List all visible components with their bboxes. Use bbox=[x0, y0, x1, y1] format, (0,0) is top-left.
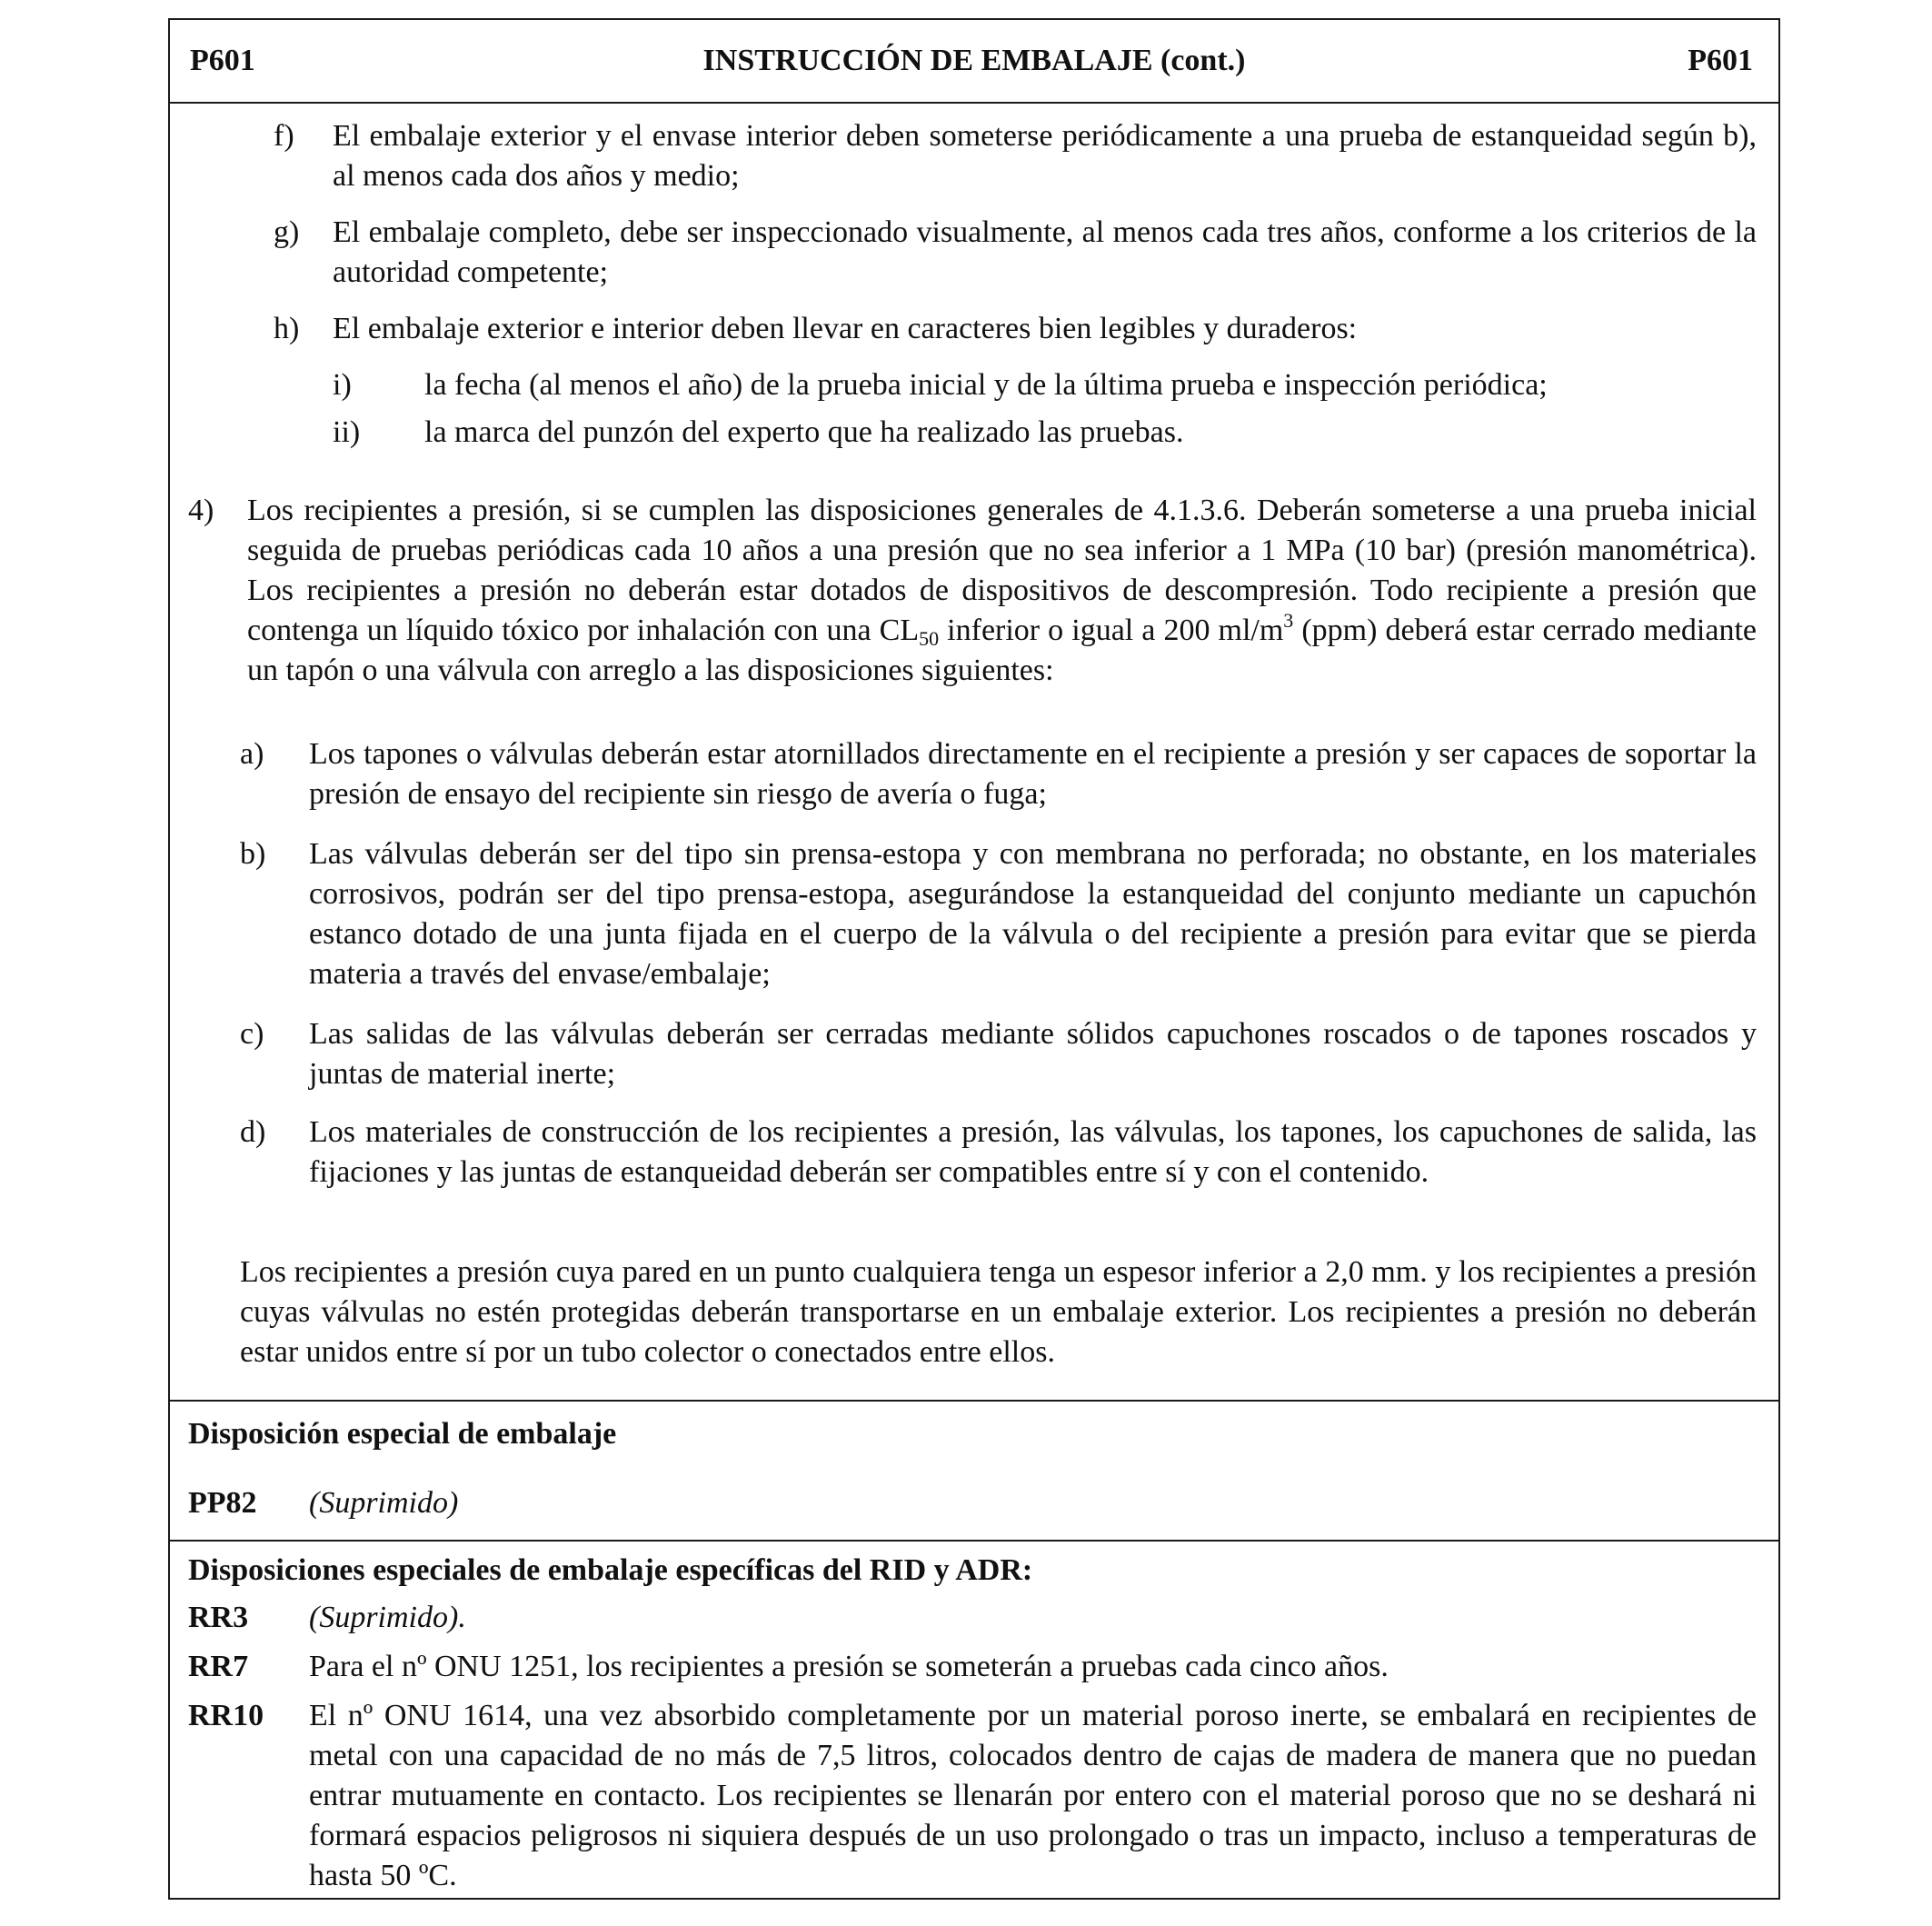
cubic-superscript: 3 bbox=[1283, 609, 1294, 632]
rr3-text: (Suprimido). bbox=[309, 1601, 466, 1634]
item-g-text: El embalaje completo, debe ser inspeccionado visualmente, al menos cada tres años, conforme a los criterios de la autoridad competente; bbox=[333, 215, 1757, 289]
item-b-text: Las válvulas deberán ser del tipo sin prensa-estopa y con membrana no perforada; no obstante, en los materiales corrosivos, podrán ser del tipo prensa-estopa, asegurándose la estanqueidad del conjunto mediante un capuchón estanco dotado de una junta fijada en el cuerpo de la válvula o del recipiente a presión para evitar que se pierda materia a través del envase/embalaje; bbox=[309, 837, 1757, 991]
item-f-label: f) bbox=[274, 119, 294, 153]
special-packing-heading: Disposición especial de embalaje bbox=[188, 1417, 617, 1451]
paragraph-4-part-2: inferior o igual a 200 ml/m bbox=[939, 614, 1284, 647]
item-h-text: El embalaje exterior e interior deben llevar en caracteres bien legibles y duraderos: bbox=[333, 312, 1358, 345]
item-b-label: b) bbox=[240, 837, 266, 871]
paragraph-4-text bbox=[247, 491, 1757, 691]
header-code-right: P601 bbox=[1688, 44, 1753, 77]
item-a-text: Los tapones o válvulas deberán estar atornillados directamente en el recipiente a presión y ser capaces de soportar la presión de ensayo del recipiente sin riesgo de avería o fuga; bbox=[309, 737, 1757, 811]
item-c-text: Las salidas de las válvulas deberán ser cerradas mediante sólidos capuchones roscados o de tapones roscados y juntas de material inerte; bbox=[309, 1017, 1757, 1091]
table-header bbox=[170, 20, 1778, 104]
paragraph-4-label: 4) bbox=[188, 494, 214, 527]
rr10-text: El nº ONU 1614, una vez absorbido completamente por un material poroso inerte, se embalará en recipientes de metal con una capacidad de no más de 7,5 litros, colocados dentro de cajas de madera de manera que no puedan entrar mutuamente en contacto. Los recipientes se llenarán por entero con el material poroso que no se deshará ni formará espacios peligrosos ni siquiera después de un uso prolongado o tras un impacto, incluso a temperaturas de hasta 50 ºC. bbox=[309, 1699, 1757, 1892]
cl50-subscript: 50 bbox=[919, 627, 940, 650]
section-rid-adr bbox=[170, 1542, 1778, 1898]
pp82-text: (Suprimido) bbox=[309, 1486, 459, 1520]
item-i-label: i) bbox=[333, 368, 352, 402]
item-g-label: g) bbox=[274, 215, 300, 249]
section-provisions bbox=[170, 104, 1778, 1402]
closing-paragraph: Los recipientes a presión cuya pared en un punto cualquiera tenga un espesor inferior a 2,0 mm. y los recipientes a presión cuyas válvulas no estén protegidas deberán transportarse en un embalaje exterior. Los recipientes a presión no deberán estar unidos entre sí por un tubo colector o conectados entre ellos. bbox=[240, 1255, 1757, 1369]
header-code-left: P601 bbox=[190, 44, 255, 77]
item-d-label: d) bbox=[240, 1115, 266, 1149]
item-c-label: c) bbox=[240, 1017, 264, 1051]
item-h-label: h) bbox=[274, 312, 300, 345]
item-d-text: Los materiales de construcción de los recipientes a presión, las válvulas, los tapones, los capuchones de salida, las fijaciones y las juntas de estanqueidad deberán ser compatibles entre sí y con el contenido. bbox=[309, 1115, 1757, 1189]
packing-instruction-table bbox=[168, 18, 1780, 1900]
paragraph-4-part-1: Los recipientes a presión, si se cumplen las disposiciones generales de 4.1.3.6. Deberán someterse a una prueba inicial seguida de pruebas periódicas cada 10 años a una presión que no sea inferior a 1 MPa (10 bar) (presión manométrica). Los recipientes a presión no deberán estar dotados de dispositivos de descompresión. Todo recipiente a presión que contenga un líquido tóxico por inhalación con una CL bbox=[247, 494, 1757, 647]
rr7-text: Para el nº ONU 1251, los recipientes a presión se someterán a pruebas cada cinco años. bbox=[309, 1650, 1389, 1683]
item-a-label: a) bbox=[240, 737, 264, 771]
item-ii-text: la marca del punzón del experto que ha realizado las pruebas. bbox=[424, 415, 1184, 449]
rid-adr-heading: Disposiciones especiales de embalaje específicas del RID y ADR: bbox=[188, 1553, 1033, 1587]
rr7-code: RR7 bbox=[188, 1650, 249, 1683]
item-f-text: El embalaje exterior y el envase interior deben someterse periódicamente a una prueba de estanqueidad según b), al menos cada dos años y medio; bbox=[333, 119, 1757, 193]
header-title: INSTRUCCIÓN DE EMBALAJE (cont.) bbox=[702, 44, 1246, 77]
pp82-code: PP82 bbox=[188, 1486, 257, 1520]
paragraph-4-part-3: (ppm) deberá estar cerrado mediante un tapón o una válvula con arreglo a las disposiciones siguientes: bbox=[247, 614, 1758, 687]
item-i-text: la fecha (al menos el año) de la prueba inicial y de la última prueba e inspección periódica; bbox=[424, 368, 1548, 402]
section-special-packing bbox=[170, 1402, 1778, 1542]
item-ii-label: ii) bbox=[333, 415, 361, 449]
rr3-code: RR3 bbox=[188, 1601, 249, 1634]
rr10-code: RR10 bbox=[188, 1699, 264, 1732]
